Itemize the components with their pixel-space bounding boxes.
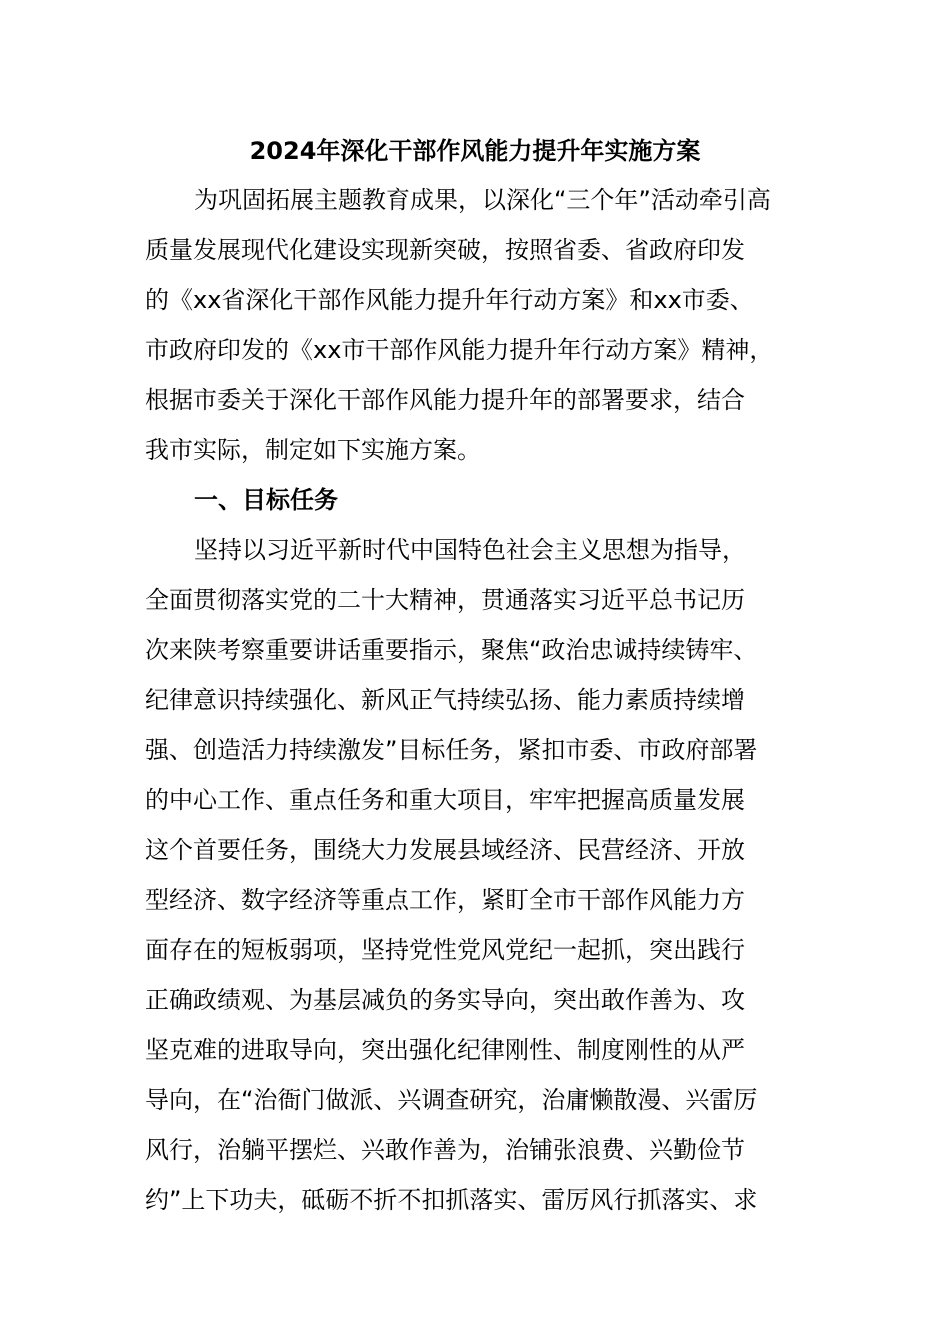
line-text: 质量发展现代化建设实现新突破，按照省委、省政府印发 (145, 236, 745, 264)
line-text: 全面贯彻落实党的二十大精神，贯通落实习近平总书记历 (145, 586, 745, 614)
line-text: 纪律意识持续强化、新风正气持续弘扬、能力素质持续增 (145, 686, 745, 714)
line-text: 的中心工作、重点任务和重大项目，牢牢把握高质量发展 (145, 786, 745, 814)
line-text: 次来陕考察重要讲话重要指示，聚焦“政治忠诚持续铸牢、 (145, 636, 758, 664)
line-text: 强、创造活力持续激发”目标任务，紧扣市委、市政府部署 (145, 736, 758, 764)
section-heading-text: 一、目标任务 (194, 486, 338, 514)
line-text: 导向，在“治衙门做派、兴调查研究，治庸懒散漫、兴雷厉 (145, 1086, 758, 1114)
line-text: 的《xx省深化干部作风能力提升年行动方案》和xx市委、 (145, 286, 754, 314)
line-text: 面存在的短板弱项，坚持党性党风党纪一起抓，突出践行 (145, 936, 745, 964)
line-text: 根据市委关于深化干部作风能力提升年的部署要求，结合 (145, 386, 745, 414)
document-title: 2024年深化干部作风能力提升年实施方案 (249, 137, 701, 165)
line-text: 风行，治躺平摆烂、兴敢作善为，治铺张浪费、兴勤俭节 (145, 1136, 745, 1164)
line-text: 型经济、数字经济等重点工作，紧盯全市干部作风能力方 (145, 886, 745, 914)
line-text: 我市实际，制定如下实施方案。 (145, 436, 481, 464)
line-text: 这个首要任务，围绕大力发展县域经济、民营经济、开放 (145, 836, 745, 864)
line-text: 坚持以习近平新时代中国特色社会主义思想为指导， (194, 536, 746, 564)
line-text: 坚克难的进取导向，突出强化纪律刚性、制度刚性的从严 (145, 1036, 745, 1064)
line-text: 正确政绩观、为基层减负的务实导向，突出敢作善为、攻 (145, 986, 745, 1014)
line-text: 市政府印发的《xx市干部作风能力提升年行动方案》精神， (145, 336, 774, 364)
line-text: 为巩固拓展主题教育成果，以深化“三个年”活动牵引高 (194, 186, 771, 214)
line-text: 约”上下功夫，砥砺不折不扣抓落实、雷厉风行抓落实、求 (145, 1186, 758, 1214)
